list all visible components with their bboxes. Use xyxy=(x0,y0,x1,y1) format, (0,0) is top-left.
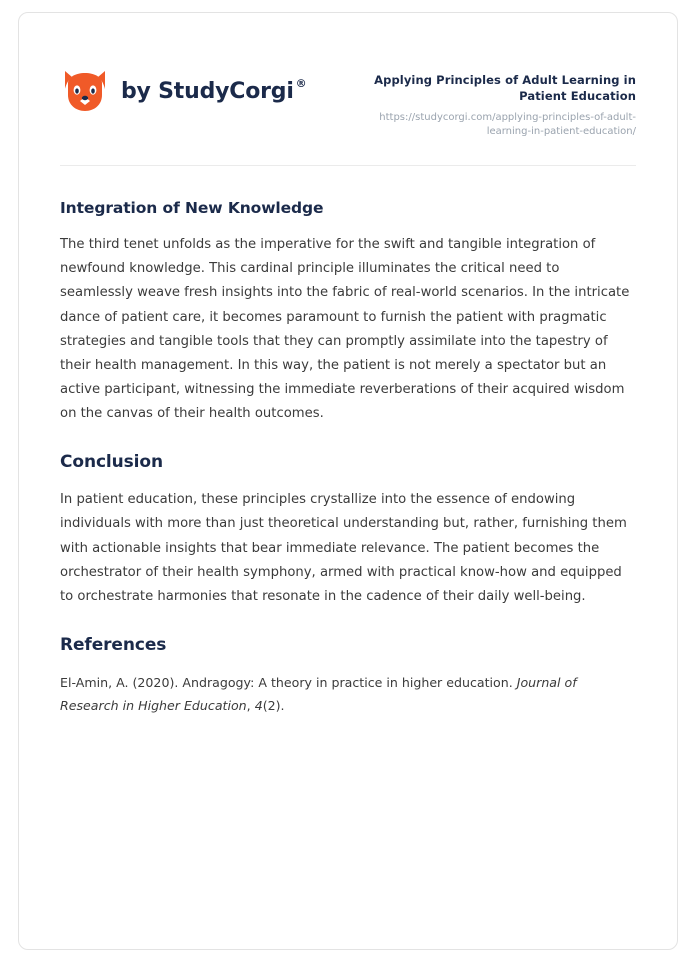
section-integration xyxy=(60,199,636,426)
reference-volume: 4 xyxy=(254,698,263,714)
reference-issue: (2). xyxy=(262,698,285,714)
document-page xyxy=(18,12,678,950)
document-meta xyxy=(336,59,636,139)
document-url-link[interactable]: https://studycorgi.com/applying-principles-of-adult-learning-in-patient-education/ xyxy=(379,112,636,138)
reference-item xyxy=(60,671,636,718)
section-heading: Conclusion xyxy=(60,452,163,473)
brand-logo[interactable] xyxy=(60,59,307,115)
section-paragraph: The third tenet unfolds as the imperative for the swift and tangible integration of newfound knowledge. This cardinal principle illuminates the critical need to seamlessly weave fresh insights into the fabric of real-world scenarios. In the intricate dance of patient care, it becomes paramount to furnish the patient with pragmatic strategies and tangible tools that they can promptly assimilate into the tapestry of their health management. In this way, the patient is not merely a spectator but an active participant, witnessing the immediate reverberations of their acquired wisdom on the canvas of their health outcomes. xyxy=(60,237,630,422)
section-references xyxy=(60,635,636,718)
brand-name xyxy=(121,76,307,104)
document-header xyxy=(60,59,636,166)
content-spacer xyxy=(60,718,636,758)
document-content xyxy=(60,166,636,758)
brand-prefix: by xyxy=(121,78,159,104)
references-heading: References xyxy=(60,635,167,656)
registered-mark: ® xyxy=(295,76,307,90)
reference-separator: , xyxy=(246,698,255,714)
reference-author-title: El-Amin, A. (2020). Andragogy: A theory in practice in higher education. xyxy=(60,675,517,691)
section-paragraph: In patient education, these principles crystallize into the essence of endowing individuals with more than just theoretical understanding but, rather, furnishing them with actionable insights that bear immediate relevance. The patient becomes the orchestrator of their health symphony, armed with practical know-how and equipped to orchestrate harmonies that resonate in the cadence of their daily well-being. xyxy=(60,492,627,604)
brand-label: StudyCorgi xyxy=(158,78,294,104)
corgi-logo-icon xyxy=(60,67,110,115)
page-title: Applying Principles of Adult Learning in Patient Education xyxy=(374,73,636,103)
section-heading: Integration of New Knowledge xyxy=(60,199,324,218)
section-conclusion xyxy=(60,452,636,609)
reference-journal: Journal of Research in Higher Education xyxy=(60,675,577,714)
